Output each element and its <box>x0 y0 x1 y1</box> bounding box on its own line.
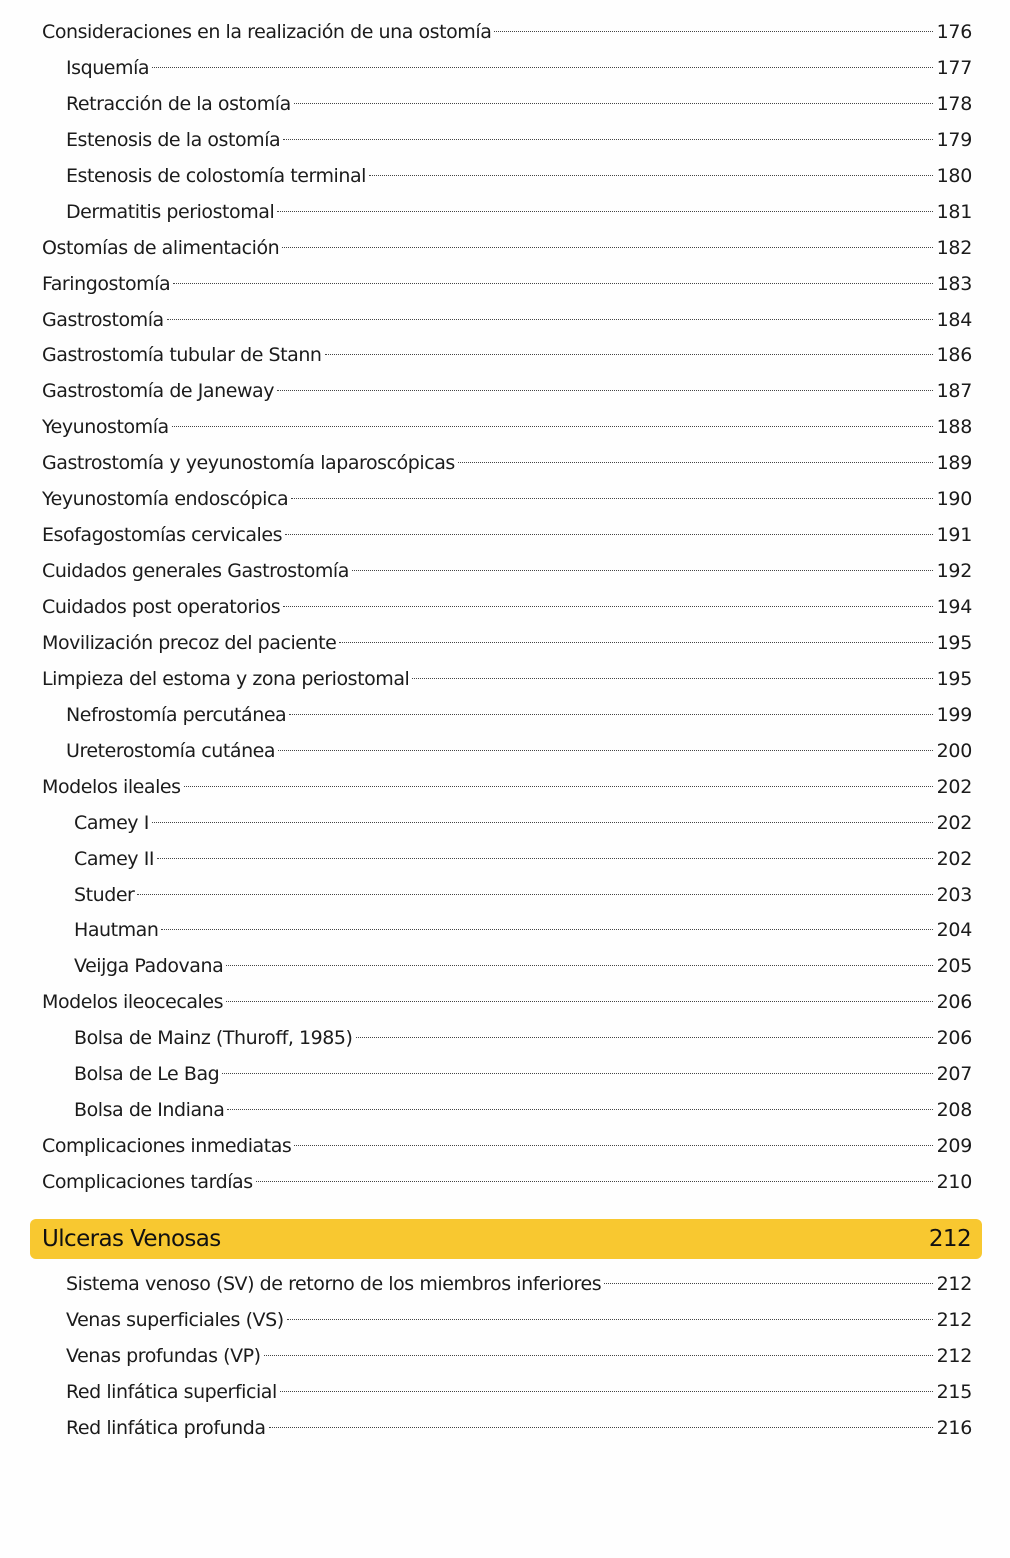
toc-entry-title: Camey II <box>74 847 154 870</box>
toc-entry[interactable] <box>0 51 1010 87</box>
toc-entry-page: 202 <box>936 775 972 798</box>
dot-leader <box>264 1355 933 1356</box>
toc-entry[interactable] <box>0 123 1010 159</box>
toc-entry-page: 202 <box>936 811 972 834</box>
toc-entry-page: 191 <box>936 524 972 547</box>
dot-leader <box>269 1427 933 1428</box>
toc-entry-page: 212 <box>936 1273 972 1295</box>
toc-entry[interactable] <box>0 662 1010 698</box>
toc-entry[interactable] <box>0 554 1010 590</box>
toc-entry[interactable] <box>0 770 1010 806</box>
toc-entry-page: 186 <box>936 344 972 367</box>
toc-entry[interactable] <box>0 303 1010 339</box>
dot-leader <box>412 678 932 679</box>
toc-entry-title: Complicaciones inmediatas <box>42 1135 292 1158</box>
toc-entry-title: Gastrostomía y yeyunostomía laparoscópicas <box>42 452 455 475</box>
toc-entry[interactable] <box>0 231 1010 267</box>
toc-entry-title: Yeyunostomía endoscópica <box>42 488 289 511</box>
toc-entry-page: 194 <box>936 596 972 618</box>
toc-entry-page: 190 <box>936 488 972 511</box>
dot-leader <box>152 67 933 68</box>
toc-entry[interactable] <box>0 446 1010 482</box>
toc-entry-page: 206 <box>936 1027 972 1050</box>
toc-entry-page: 204 <box>936 919 972 942</box>
toc-entry[interactable] <box>0 1129 1010 1165</box>
toc-entry[interactable] <box>0 985 1010 1021</box>
dot-leader <box>226 1001 933 1002</box>
toc-entry-title: Venas superficiales (VS) <box>66 1308 284 1331</box>
toc-entry[interactable] <box>0 1093 1010 1129</box>
toc-entry-title: Consideraciones en la realización de una ostomía <box>42 21 492 43</box>
toc-entry[interactable] <box>0 626 1010 662</box>
toc-entry[interactable] <box>0 374 1010 410</box>
toc-entry-page: 199 <box>936 703 972 726</box>
dot-leader <box>173 283 932 284</box>
dot-leader <box>294 1145 932 1146</box>
toc-entry-title: Yeyunostomía <box>42 416 169 439</box>
toc-entry-page: 181 <box>936 200 972 223</box>
toc-entry-title: Modelos ileales <box>42 775 181 798</box>
toc-entry-title: Studer <box>74 883 135 906</box>
toc-list-part1 <box>0 15 1010 1201</box>
toc-entry-page: 195 <box>936 631 972 654</box>
toc-entry-page: 205 <box>936 955 972 978</box>
toc-entry-page: 200 <box>936 739 972 762</box>
toc-entry-title: Cuidados generales Gastrostomía <box>42 560 349 583</box>
dot-leader <box>494 31 932 32</box>
toc-entry-page: 203 <box>936 883 972 906</box>
toc-entry-title: Red linfática profunda <box>66 1416 266 1439</box>
section-title: Ulceras Venosas <box>42 1226 221 1252</box>
dot-leader <box>277 211 932 212</box>
toc-entry[interactable] <box>0 698 1010 734</box>
toc-entry-title: Limpieza del estoma y zona periostomal <box>42 667 410 690</box>
toc-entry[interactable] <box>0 878 1010 914</box>
toc-entry[interactable] <box>0 87 1010 123</box>
dot-leader <box>167 319 933 320</box>
toc-entry-title: Bolsa de Mainz (Thuroff, 1985) <box>74 1027 353 1050</box>
dot-leader <box>294 103 933 104</box>
dot-leader <box>222 1073 932 1074</box>
toc-entry[interactable] <box>0 410 1010 446</box>
toc-entry[interactable] <box>0 1339 1010 1375</box>
toc-entry-page: 215 <box>936 1380 972 1403</box>
dot-leader <box>277 390 933 391</box>
toc-entry-title: Estenosis de la ostomía <box>66 128 281 151</box>
dot-leader <box>369 175 933 176</box>
dot-leader <box>161 929 932 930</box>
toc-entry[interactable] <box>0 518 1010 554</box>
toc-entry[interactable] <box>0 913 1010 949</box>
toc-entry[interactable] <box>0 1165 1010 1201</box>
toc-entry[interactable] <box>0 159 1010 195</box>
dot-leader <box>289 714 932 715</box>
toc-entry-title: Gastrostomía de Janeway <box>42 380 275 403</box>
toc-entry-title: Cuidados post operatorios <box>42 596 281 618</box>
dot-leader <box>339 642 932 643</box>
toc-entry[interactable] <box>0 590 1010 626</box>
toc-entry[interactable] <box>0 1375 1010 1411</box>
dot-leader <box>352 570 933 571</box>
toc-entry-title: Movilización precoz del paciente <box>42 631 337 654</box>
section-page: 212 <box>928 1226 971 1252</box>
toc-entry-page: 189 <box>936 452 972 475</box>
toc-entry-page: 208 <box>936 1099 972 1122</box>
dot-leader <box>152 822 933 823</box>
toc-entry-title: Nefrostomía percutánea <box>66 703 287 726</box>
toc-entry-page: 180 <box>936 164 972 187</box>
toc-entry-page: 202 <box>936 847 972 870</box>
dot-leader <box>157 858 933 859</box>
dot-leader <box>356 1037 933 1038</box>
dot-leader <box>325 354 933 355</box>
toc-entry-page: 176 <box>936 21 972 43</box>
toc-entry-title: Gastrostomía <box>42 308 164 331</box>
toc-entry-title: Camey I <box>74 811 149 834</box>
dot-leader <box>287 1319 933 1320</box>
toc-entry-page: 206 <box>936 991 972 1014</box>
toc-entry-page: 188 <box>936 416 972 439</box>
section-header[interactable] <box>30 1219 982 1259</box>
toc-entry-title: Modelos ileocecales <box>42 991 224 1014</box>
toc-entry-page: 212 <box>936 1344 972 1367</box>
toc-list-part2 <box>0 1267 1010 1447</box>
dot-leader <box>278 750 933 751</box>
dot-leader <box>283 139 932 140</box>
toc-entry-page: 216 <box>936 1416 972 1439</box>
toc-entry-page: 212 <box>936 1308 972 1331</box>
toc-entry-title: Isquemía <box>66 56 150 79</box>
toc-entry[interactable] <box>0 734 1010 770</box>
dot-leader <box>256 1181 933 1182</box>
toc-entry-title: Sistema venoso (SV) de retorno de los miembros inferiores <box>66 1273 602 1295</box>
toc-entry-title: Venas profundas (VP) <box>66 1344 261 1367</box>
toc-entry-page: 195 <box>936 667 972 690</box>
toc-entry-page: 210 <box>936 1171 972 1193</box>
toc-entry-page: 178 <box>936 92 972 115</box>
toc-entry[interactable] <box>0 482 1010 518</box>
toc-entry-page: 187 <box>936 380 972 403</box>
toc-entry-title: Bolsa de Indiana <box>74 1099 225 1122</box>
dot-leader <box>291 498 932 499</box>
toc-entry[interactable] <box>0 842 1010 878</box>
toc-entry-page: 192 <box>936 560 972 583</box>
toc-entry-page: 177 <box>936 56 972 79</box>
toc-entry-title: Gastrostomía tubular de Stann <box>42 344 322 367</box>
toc-entry[interactable] <box>0 1267 1010 1303</box>
toc-entry-title: Esofagostomías cervicales <box>42 524 283 547</box>
toc-entry-title: Faringostomía <box>42 272 171 295</box>
toc-entry[interactable] <box>0 806 1010 842</box>
toc-entry[interactable] <box>0 1021 1010 1057</box>
toc-entry[interactable] <box>0 1411 1010 1447</box>
dot-leader <box>604 1283 932 1284</box>
toc-entry[interactable] <box>0 338 1010 374</box>
toc-entry[interactable] <box>0 267 1010 303</box>
toc-entry[interactable] <box>0 195 1010 231</box>
toc-entry-page: 184 <box>936 308 972 331</box>
dot-leader <box>280 1391 933 1392</box>
toc-entry-title: Ureterostomía cutánea <box>66 739 276 762</box>
toc-entry-page: 183 <box>936 272 972 295</box>
toc-entry[interactable] <box>0 15 1010 51</box>
toc-entry-title: Ostomías de alimentación <box>42 236 280 259</box>
dot-leader <box>283 606 932 607</box>
dot-leader <box>282 247 932 248</box>
toc-entry-title: Retracción de la ostomía <box>66 92 291 115</box>
toc-entry-page: 179 <box>936 128 972 151</box>
dot-leader <box>458 462 933 463</box>
toc-entry-title: Hautman <box>74 919 159 942</box>
toc-entry-title: Red linfática superficial <box>66 1380 277 1403</box>
toc-entry[interactable] <box>0 949 1010 985</box>
dot-leader <box>226 965 932 966</box>
dot-leader <box>172 426 933 427</box>
dot-leader <box>137 894 932 895</box>
dot-leader <box>285 534 933 535</box>
toc-entry-title: Bolsa de Le Bag <box>74 1063 220 1086</box>
toc-entry-title: Estenosis de colostomía terminal <box>66 164 366 187</box>
toc-entry-title: Dermatitis periostomal <box>66 200 275 223</box>
toc-entry-title: Veijga Padovana <box>74 955 224 978</box>
toc-entry[interactable] <box>0 1057 1010 1093</box>
dot-leader <box>184 786 933 787</box>
toc-entry-title: Complicaciones tardías <box>42 1171 253 1193</box>
toc-entry-page: 182 <box>936 236 972 259</box>
dot-leader <box>227 1109 932 1110</box>
toc-entry-page: 209 <box>936 1135 972 1158</box>
toc-entry[interactable] <box>0 1303 1010 1339</box>
toc-entry-page: 207 <box>936 1063 972 1086</box>
